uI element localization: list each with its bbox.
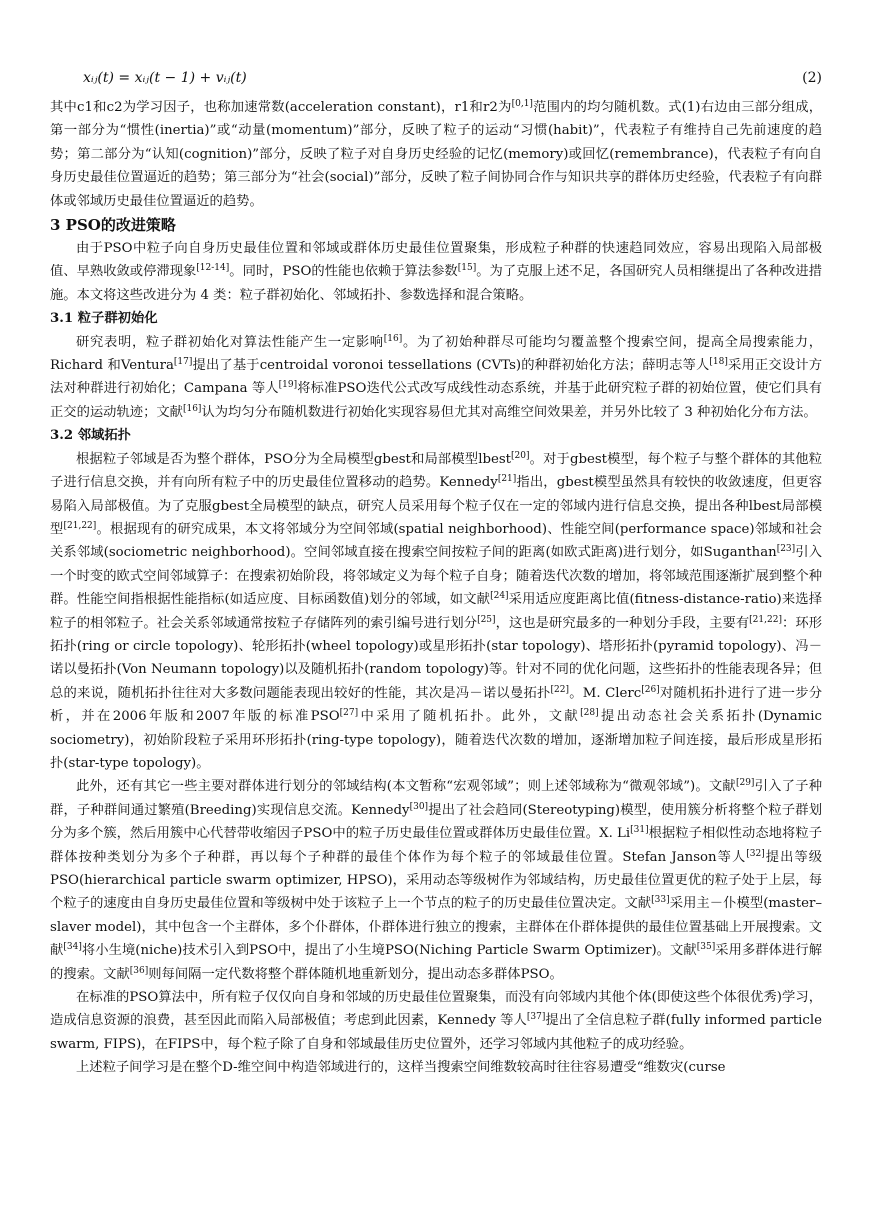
section-3-2-heading: 3.2 邻域拓扑 (50, 428, 131, 444)
citation-ref: [21,22] (749, 614, 782, 625)
citation-ref: [31] (630, 825, 649, 836)
citation-ref: [20] (511, 450, 530, 461)
citation-ref: [25] (477, 614, 496, 625)
section-3-2-paragraph-3: 在标准的PSO算法中，所有粒子仅仅向自身和邻域的历史最佳位置聚集，而没有向邻域内其他个体(即使这些个体很优秀)学习，造成信息资源的浪费，甚至因此而陷入局部极值；考虑到此因素，Kennedy 等人[37]提出了全信息粒子群(fully informed particle swarm, FIPS)，在FIPS中，每个粒子除了自身和邻域最佳历史位置外，还学习邻域内其他粒子的成功经验。 (50, 990, 822, 1052)
section-3-2-paragraph-4: 上述粒子间学习是在整个D-维空间中构造邻域进行的，这样当搜索空间维数较高时往往容易遭受“维数灾(curse (76, 1060, 726, 1076)
equation-2 (50, 66, 822, 96)
intro-paragraph: 其中c1和c2为学习因子，也称加速常数(acceleration constant)，r1和r2为[0,1]范围内的均匀随机数。式(1)右边由三部分组成，第一部分为“惯性(inertia)”或“动量(momentum)”部分，反映了粒子的运动“习惯(habit)”，代表粒子有维持自己先前速度的趋势；第二部分为“认知(cognition)”部分，反映了粒子对自身历史经验的记忆(memory)或回忆(remembrance)，代表粒子有向自身历史最佳位置逼近的趋势；第三部分为“社会(social)”部分，反映了粒子间协同合作与知识共享的群体历史经验，代表粒子有向群体或邻域历史最佳位置逼近的趋势。 (50, 99, 823, 209)
equation-formula: xᵢⱼ(t) = xᵢⱼ(t − 1) + vᵢⱼ(t) (83, 70, 247, 86)
citation-ref: [12-14] (196, 263, 230, 274)
citation-ref: [23] (776, 544, 796, 555)
citation-ref: [37] (526, 1012, 546, 1023)
citation-ref: [26] (641, 684, 660, 695)
paper-page (50, 66, 822, 1080)
citation-ref: [18] (709, 357, 728, 368)
section-3-1-paragraph: 研究表明，粒子群初始化对算法性能产生一定影响[16]。为了初始种群尽可能均匀覆盖整个搜索空间，提高全局搜索能力，Richard 和Ventura[17]提出了基于centroidal voronoi tessellations (CVTs)的种群初始化方法；薛明志等人[18]采用正交设计方法对种群进行初始化；Campana 等人[19]将标准PSO迭代公式改写成线性动态系统，并基于此研究粒子群的初始位置，使它们具有正交的运动轨迹；文献[16]认为均匀分布随机数进行初始化实现容易但尤其对高维空间效果差，并另外比较了 3 种初始化分布方法。 (50, 333, 823, 420)
citation-ref: [36] (129, 965, 149, 976)
section-3-paragraph: 由于PSO中粒子向自身历史最佳位置和邻域或群体历史最佳位置聚集，形成粒子种群的快速趋同效应，容易出现陷入局部极值、早熟收敛或停滞现象[12-14]。同时，PSO的性能也依赖于算法参数[15]。为了克服上述不足，各国研究人员相继提出了各种改进措施。本文将这些改进分为 4 类：粒子群初始化、邻域拓扑、参数选择和混合策略。 (50, 241, 823, 303)
citation-ref: [32] (746, 848, 765, 859)
citation-ref: [34] (63, 942, 82, 953)
section-3-2-paragraph-2: 此外，还有其它一些主要对群体进行划分的邻域结构(本文暂称“宏观邻域”；则上述邻域称为“微观邻域”)。文献[29]引入了子种群，子种群间通过繁殖(Breeding)实现信息交流。Kennedy[30]提出了社会趋同(Stereotyping)模型，使用簇分析将整个粒子群划分为多个簇，然后用簇中心代替带收缩因子PSO中的粒子历史最佳位置或群体历史最佳位置。X. Li[31]根据粒子相似性动态地将粒子群体按种类划分为多个子种群，再以每个子种群的最佳个体作为每个粒子的邻域最佳位置。Stefan Janson等人[32]提出等级PSO(hierarchical particle swarm optimizer, HPSO)，采用动态等级树作为邻域结构，历史最佳位置更优的粒子处于上层，每个粒子的速度由自身历史最佳位置和等级树中处于该粒子上一个节点的粒子的历史最佳位置决定。文献[33]采用主－仆模型(master–slaver model)，其中包含一个主群体，多个仆群体，仆群体进行独立的搜索，主群体在仆群体提供的最佳位置基础上开展搜索。文献[34]将小生境(niche)技术引入到PSO中，提出了小生境PSO(Niching Particle Swarm Optimizer)。文献[35]采用多群体进行解的搜索。文献[36]则每间隔一定代数将整个群体随机地重新划分，提出动态多群体PSO。 (50, 778, 823, 982)
citation-ref: [29] (735, 778, 755, 789)
citation-ref: [35] (696, 942, 716, 953)
citation-ref: [16] (182, 403, 202, 414)
citation-ref: [16] (383, 333, 403, 344)
equation-number: (2) (802, 70, 822, 86)
citation-ref: [21] (497, 474, 517, 485)
citation-ref: [0,1] (511, 99, 533, 109)
citation-ref: [19] (278, 380, 298, 391)
section-3-heading: 3 PSO的改进策略 (50, 216, 176, 235)
citation-ref: [24] (490, 591, 509, 602)
citation-ref: [27] (339, 708, 359, 719)
citation-ref: [22] (550, 684, 570, 695)
citation-ref: [17] (173, 357, 193, 368)
citation-ref: [30] (409, 801, 429, 812)
citation-ref: [15] (457, 263, 477, 274)
section-3-1-heading: 3.1 粒子群初始化 (50, 311, 158, 327)
citation-ref: [28] (580, 708, 599, 719)
section-3-2-paragraph-1: 根据粒子邻域是否为整个群体，PSO分为全局模型gbest和局部模型lbest[20]。对于gbest模型，每个粒子与整个群体的其他粒子进行信息交换，并有向所有粒子中的历史最佳位置移动的趋势。Kennedy[21]指出，gbest模型虽然具有较快的收敛速度，但更容易陷入局部极值。为了克服gbest全局模型的缺点，研究人员采用每个粒子仅在一定的邻域内进行信息交换，提出各种lbest局部模型[21,22]。根据现有的研究成果，本文将邻域分为空间邻域(spatial neighborhood)、性能空间(performance space)邻域和社会关系邻域(sociometric neighborhood)。空间邻域直接在搜索空间按粒子间的距离(如欧式距离)进行划分，如Suganthan[23]引入一个时变的欧式空间邻域算子：在搜索初始阶段，将邻域定义为每个粒子自身；随着迭代次数的增加，将邻域范围逐渐扩展到整个种群。性能空间指根据性能指标(如适应度、目标函数值)划分的邻域，如文献[24]采用适应度距离比值(fitness-distance-ratio)来选择粒子的相邻粒子。社会关系邻域通常按粒子存储阵列的索引编号进行划分[25]，这也是研究最多的一种划分手段，主要有[21,22]：环形拓扑(ring or circle topology)、轮形拓扑(wheel topology)或星形拓扑(star topology)、塔形拓扑(pyramid topology)、冯－诺以曼拓扑(Von Neumann topology)以及随机拓扑(random topology)等。针对不同的优化问题，这些拓扑的性能表现各异；但总的来说，随机拓扑往往对大多数问题能表现出较好的性能，其次是冯－诺以曼拓扑[22]。M. Clerc[26]对随机拓扑进行了进一步分析，并在2006年版和2007年版的标准PSO[27]中采用了随机拓扑。此外，文献[28]提出动态社会关系拓扑(Dynamic sociometry)，初始阶段粒子采用环形拓扑(ring-type topology)，随着迭代次数的增加，逐渐增加粒子间连接，最后形成星形拓扑(star-type topology)。 (50, 450, 823, 771)
citation-ref: [33] (651, 895, 670, 906)
citation-ref: [21,22] (63, 520, 97, 531)
